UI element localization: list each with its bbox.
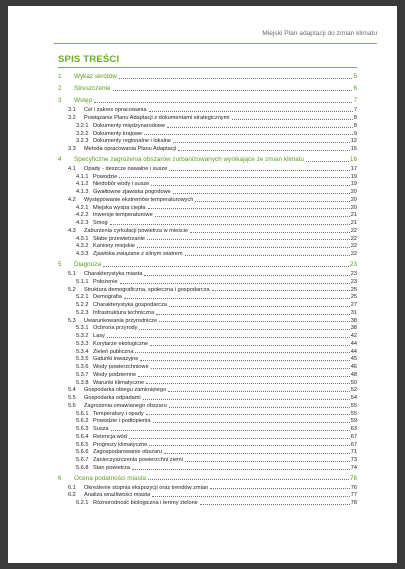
toc-entry[interactable] — [58, 96, 357, 104]
toc-entry-title: Prognozy klimatyczne — [93, 441, 148, 448]
toc-dot-leader — [103, 266, 349, 267]
toc-entry-title: Gwałtowne zjawiska pogodowe — [93, 189, 171, 196]
toc-entry-title: Zieleń publiczna — [93, 348, 134, 355]
toc-dot-leader — [110, 224, 350, 225]
toc-entry-page: 6 — [353, 85, 357, 93]
toc-entry-number: 4.2.1 — [76, 204, 89, 211]
toc-entry-title: Smog — [93, 220, 108, 227]
toc-dot-leader — [107, 337, 350, 338]
toc-entry-title: Gatunki inwazyjne — [93, 356, 139, 363]
toc-entry-title: Opady - deszcze nawalne i susze — [84, 165, 168, 172]
toc-entry-page: 23 — [349, 261, 357, 269]
toc-dot-leader — [164, 453, 350, 454]
toc-entry-number: 4 — [58, 155, 62, 163]
toc-entry-title: Wody powierzchniowe — [93, 364, 149, 370]
toc-dot-leader — [119, 78, 353, 79]
toc-dot-leader — [190, 232, 350, 233]
toc-entry-page: 16 — [349, 155, 357, 163]
toc-dot-leader — [139, 329, 349, 330]
toc-entry-title: Położenie — [93, 278, 118, 285]
toc-entry[interactable] — [58, 362, 357, 370]
toc-dot-leader — [306, 161, 349, 162]
toc-dot-leader — [195, 201, 349, 202]
toc-dot-leader — [111, 430, 350, 431]
toc-entry-page: 8 — [353, 122, 357, 129]
toc-entry-page: 7 — [353, 97, 357, 105]
toc-entry-title: Miejska wyspa ciepła — [93, 204, 146, 211]
toc-entry-page: 71 — [350, 449, 357, 456]
toc-entry-title: Stan powietrza — [93, 464, 131, 471]
toc-dot-leader — [147, 239, 350, 240]
toc-entry-number: 4.1 — [68, 165, 76, 172]
toc-entry-title: Specyficzne zagrożenia obszarów zurbanizowanych wynikające ze zmian klimatu — [74, 155, 305, 163]
toc-entry-number: 5.6.3 — [76, 426, 89, 432]
toc-entry-number: 3.1 — [68, 107, 76, 114]
toc-entry-number: 2 — [58, 85, 62, 93]
toc-entry-page: 73 — [350, 457, 357, 463]
toc-entry-page: 44 — [350, 340, 357, 347]
toc-dot-leader — [135, 352, 349, 353]
toc-entry-title: Struktura demograficzna, społeczna i gospodarcza — [84, 286, 210, 293]
toc-entry-title: Retencja wód — [93, 433, 127, 440]
toc-entry-number: 5.2.1 — [76, 294, 89, 301]
toc-entry-number: 5.2.2 — [76, 302, 89, 308]
toc-entry-title: Różnorodność biologiczna i tereny zielone — [93, 500, 198, 507]
toc-entry[interactable] — [58, 113, 357, 121]
toc-entry-number: 5.6.8 — [76, 464, 89, 471]
toc-entry-page: 44 — [350, 348, 357, 355]
toc-entry-number: 4.3 — [68, 227, 76, 234]
toc-heading: SPIS TREŚCI — [58, 54, 120, 65]
toc-entry-number: 6.2 — [68, 492, 76, 499]
toc-entry[interactable] — [58, 129, 357, 137]
toc-entry-number: 5.3.3 — [76, 340, 89, 347]
toc-entry-number: 5.3 — [68, 317, 76, 324]
toc-entry-page: 38 — [350, 317, 357, 324]
toc-dot-leader — [144, 134, 353, 135]
toc-entry-page: 67 — [350, 441, 357, 448]
toc-dot-leader — [169, 306, 350, 307]
toc-entry-title: Cel i zakres opracowania — [84, 107, 147, 114]
toc-entry-page: 50 — [350, 379, 357, 386]
toc-entry[interactable] — [58, 409, 357, 417]
toc-entry-title: Zjawiska związane z silnym wiatrem — [93, 251, 183, 258]
toc-entry-number: 5.3.4 — [76, 348, 89, 355]
toc-entry-title: Kaniony miejskie — [93, 243, 135, 250]
toc-entry-number: 4.3.3 — [76, 251, 89, 258]
toc-entry-page: 74 — [350, 464, 357, 471]
toc-entry-page: 5 — [353, 73, 357, 80]
toc-entry-number: 5.3.1 — [76, 325, 89, 332]
toc-dot-leader — [119, 177, 350, 178]
toc-entry-number: 3.2 — [68, 115, 76, 121]
toc-entry-title: Demografia — [93, 294, 122, 301]
toc-entry-page: 63 — [350, 426, 357, 432]
toc-entry[interactable] — [58, 490, 357, 498]
toc-dot-leader — [173, 142, 350, 143]
toc-entry-page: 17 — [350, 165, 357, 172]
toc-entry-number: 5.1 — [68, 271, 76, 277]
toc-entry-page: 22 — [350, 251, 357, 258]
toc-entry-title: Lasy — [93, 333, 105, 339]
toc-entry[interactable] — [58, 378, 357, 386]
toc-dot-leader — [185, 255, 350, 256]
toc-dot-leader — [94, 102, 352, 103]
toc-entry-title: Ocena podatności miasta — [74, 474, 147, 482]
toc-entry-title: Dokumenty regionalne i lokalne — [93, 138, 172, 145]
toc-entry-number: 5 — [58, 261, 62, 269]
toc-entry-page: 48 — [350, 371, 357, 378]
toc-dot-leader — [132, 469, 350, 470]
toc-entry-title: Charakterystyka miasta — [84, 271, 143, 277]
toc-entry[interactable] — [58, 424, 357, 432]
toc-dot-leader — [178, 150, 350, 151]
toc-entry-number: 5.6.2 — [76, 418, 89, 425]
toc-dot-leader — [151, 368, 350, 369]
toc-entry-title: Zanieczyszczenia powierzchni ziemi — [93, 457, 183, 463]
toc-entry-number: 5.6.7 — [76, 457, 89, 463]
toc-entry-title: Gospodarka odpadami — [84, 395, 141, 401]
toc-entry-title: Warunki klimatyczne — [93, 379, 145, 386]
toc-entry-title: Zaburzenia cyrkulacji powietrza w mieście — [84, 227, 189, 234]
toc-entry-title: Streszczenie — [74, 85, 111, 93]
toc-entry-page: 20 — [350, 189, 357, 196]
toc-entry-number: 5.4 — [68, 387, 76, 394]
toc-entry[interactable] — [58, 218, 357, 226]
toc-entry[interactable] — [58, 144, 357, 152]
toc-entry[interactable] — [58, 474, 357, 482]
toc-entry-title: Słabe przewietrzanie — [93, 235, 145, 242]
toc-entry[interactable] — [58, 316, 357, 324]
toc-entry-page: 38 — [350, 325, 357, 332]
toc-entry-title: Powodzie i podtopienia — [93, 418, 151, 425]
toc-entry[interactable] — [58, 203, 357, 211]
toc-entry-page: 9 — [353, 130, 357, 137]
toc-entry-page: 76 — [350, 484, 357, 491]
toc-entry-title: Powodzie — [93, 173, 118, 180]
toc-entry-number: 3 — [58, 97, 62, 105]
toc-entry-page: 22 — [350, 243, 357, 250]
toc-dot-leader — [143, 399, 350, 400]
toc-entry-page: 12 — [350, 138, 357, 145]
toc-entry[interactable] — [58, 300, 357, 308]
toc-entry[interactable] — [58, 249, 357, 257]
toc-entry-title: Temperatury i opady — [93, 410, 144, 417]
toc-dot-leader — [173, 193, 350, 194]
toc-entry-title: Diagnoza — [74, 261, 102, 269]
toc-entry[interactable] — [58, 463, 357, 471]
toc-entry-page: 25 — [350, 286, 357, 293]
toc-entry-number: 5.3.2 — [76, 333, 89, 339]
toc-entry-number: 5.3.6 — [76, 364, 89, 370]
toc-dot-leader — [210, 488, 350, 489]
toc-entry[interactable] — [58, 72, 357, 80]
toc-dot-leader — [129, 438, 350, 439]
toc-dot-leader — [169, 407, 350, 408]
toc-entry-page: 7 — [353, 107, 357, 114]
toc-dot-leader — [120, 283, 350, 284]
toc-entry-number: 6 — [58, 474, 62, 482]
toc-entry-number: 4.1.3 — [76, 189, 89, 196]
toc-entry-number: 5.6.4 — [76, 433, 89, 440]
toc-entry-page: 23 — [350, 271, 357, 277]
toc-entry[interactable] — [58, 498, 357, 506]
toc-dot-leader — [149, 445, 349, 446]
toc-entry-number: 5.2.3 — [76, 309, 89, 316]
toc-entry-number: 3.2.3 — [76, 138, 89, 145]
toc-entry-number: 6.1 — [68, 484, 76, 491]
toc-dot-leader — [151, 185, 349, 186]
toc-entry-number: 4.2.3 — [76, 220, 89, 227]
toc-entry-title: Korytarze ekologiczne — [93, 340, 149, 347]
toc-entry-number: 5.3.7 — [76, 371, 89, 378]
toc-entry-number: 5.6.5 — [76, 441, 89, 448]
toc-entry-page: 45 — [350, 356, 357, 363]
toc-dot-leader — [155, 216, 350, 217]
table-of-contents — [8, 6, 397, 563]
toc-entry-page: 78 — [350, 500, 357, 507]
toc-entry[interactable] — [58, 84, 357, 92]
toc-entry[interactable] — [58, 285, 357, 293]
toc-dot-leader — [169, 170, 349, 171]
toc-entry-page: 20 — [350, 204, 357, 211]
toc-entry-page: 46 — [350, 364, 357, 370]
toc-entry-number: 3.2.2 — [76, 130, 89, 137]
toc-entry-number: 3.3 — [68, 146, 76, 152]
toc-entry-title: Susza — [93, 426, 109, 432]
toc-entry[interactable] — [58, 455, 357, 463]
toc-entry[interactable] — [58, 393, 357, 401]
toc-entry-number: 5.3.5 — [76, 356, 89, 363]
toc-dot-leader — [168, 391, 350, 392]
toc-dot-leader — [138, 376, 350, 377]
toc-entry-title: Inwersje temperaturowe — [93, 212, 153, 219]
toc-dot-leader — [146, 414, 350, 415]
toc-entry-title: Wody podziemne — [93, 371, 137, 378]
toc-dot-leader — [124, 298, 350, 299]
toc-entry[interactable] — [58, 260, 357, 268]
toc-dot-leader — [140, 360, 349, 361]
toc-entry-number: 5.3.8 — [76, 379, 89, 386]
toc-dot-leader — [150, 345, 350, 346]
toc-entry-title: Ochrona przyrody — [93, 325, 138, 332]
toc-entry-title: Zagrożenia omawianego obszaru — [84, 402, 167, 409]
toc-entry-page: 15 — [350, 146, 357, 152]
toc-entry-page: 27 — [350, 302, 357, 308]
toc-entry-number: 5.6 — [68, 402, 76, 409]
toc-entry-page: 76 — [349, 474, 357, 482]
toc-entry-page: 8 — [353, 115, 357, 121]
toc-entry-title: Dokumenty krajowe — [93, 130, 143, 137]
toc-dot-leader — [232, 119, 353, 120]
toc-entry-page: 20 — [350, 196, 357, 203]
toc-dot-leader — [200, 504, 350, 505]
toc-entry[interactable] — [58, 440, 357, 448]
toc-entry-number: 5.1.1 — [76, 278, 89, 285]
toc-entry-page: 23 — [350, 278, 357, 285]
toc-entry-number: 5.6.6 — [76, 449, 89, 456]
toc-entry-title: Charakterystyka gospodarcza — [93, 302, 167, 308]
toc-entry-page: 59 — [350, 418, 357, 425]
toc-entry-number: 4.1.1 — [76, 173, 89, 180]
toc-entry-page: 55 — [350, 410, 357, 417]
toc-entry[interactable] — [58, 187, 357, 195]
toc-entry[interactable] — [58, 347, 357, 355]
toc-entry-number: 4.3.2 — [76, 243, 89, 250]
toc-entry-page: 19 — [350, 181, 357, 188]
toc-entry-page: 52 — [350, 387, 357, 394]
toc-entry-title: Występowanie ekstremów temperaturowych — [84, 196, 194, 203]
toc-entry-number: 4.2 — [68, 196, 76, 203]
toc-dot-leader — [185, 461, 350, 462]
toc-dot-leader — [148, 479, 349, 480]
toc-dot-leader — [149, 111, 353, 112]
toc-entry-number: 3.2.1 — [76, 122, 89, 129]
toc-entry-title: Niedobór wody i susze — [93, 181, 150, 188]
toc-entry-number: 6.2.1 — [76, 500, 89, 507]
toc-entry-page: 19 — [350, 173, 357, 180]
toc-dot-leader — [113, 90, 353, 91]
toc-entry[interactable] — [58, 269, 357, 277]
toc-entry-page: 54 — [350, 395, 357, 401]
toc-entry-title: Gospodarka obiegu zamkniętego — [84, 387, 167, 394]
toc-entry-number: 5.5 — [68, 395, 76, 401]
toc-entry-title: Określenie stopnia ekspozycji oraz trendów zmian — [84, 484, 209, 491]
toc-dot-leader — [148, 208, 350, 209]
toc-entry[interactable] — [58, 155, 357, 163]
toc-entry-title: Wykaz skrótów — [74, 73, 117, 80]
toc-entry-page: 55 — [350, 402, 357, 409]
toc-dot-leader — [212, 290, 350, 291]
toc-dot-leader — [137, 247, 350, 248]
document-page — [8, 6, 397, 563]
toc-dot-leader — [159, 321, 350, 322]
toc-entry-number: 1 — [58, 73, 62, 80]
toc-entry-page: 21 — [350, 220, 357, 227]
running-header: Miejski Plan adaptacji do zmian klimatu — [262, 30, 377, 37]
toc-entry-title: Wstęp — [74, 97, 93, 105]
toc-entry-page: 22 — [350, 235, 357, 242]
toc-entry-page: 42 — [350, 333, 357, 339]
toc-entry-page: 77 — [350, 492, 357, 499]
toc-entry-title: Uwarunkowania przyrodnicze — [84, 317, 158, 324]
toc-dot-leader — [167, 127, 353, 128]
toc-entry[interactable] — [58, 234, 357, 242]
toc-entry-title: Infrastruktura techniczna — [93, 309, 155, 316]
toc-entry-title: Analiza wrażliwości miasta — [84, 492, 151, 499]
toc-entry-title: Metoda opracowania Planu Adaptacji — [84, 146, 177, 152]
toc-entry-number: 5.2 — [68, 286, 76, 293]
toc-entry-number: 5.6.1 — [76, 410, 89, 417]
toc-entry-title: Zagospodarowanie obszaru — [93, 449, 163, 456]
toc-dot-leader — [144, 275, 349, 276]
toc-dot-leader — [153, 422, 350, 423]
toc-dot-leader — [156, 314, 350, 315]
toc-entry-number: 4.2.2 — [76, 212, 89, 219]
toc-entry-page: 21 — [350, 212, 357, 219]
toc-entry-title: Powiązanie Planu Adaptacji z dokumentami strategicznymi — [84, 115, 230, 121]
toc-entry-page: 31 — [350, 309, 357, 316]
toc-entry[interactable] — [58, 331, 357, 339]
toc-entry-title: Dokumenty międzynarodowe — [93, 122, 166, 129]
toc-entry-number: 4.3.1 — [76, 235, 89, 242]
toc-entry-page: 25 — [350, 294, 357, 301]
toc-entry-page: 22 — [350, 227, 357, 234]
toc-dot-leader — [152, 496, 350, 497]
toc-entry-page: 67 — [350, 433, 357, 440]
toc-entry[interactable] — [58, 172, 357, 180]
toc-entry-number: 4.1.2 — [76, 181, 89, 188]
toc-dot-leader — [146, 383, 350, 384]
